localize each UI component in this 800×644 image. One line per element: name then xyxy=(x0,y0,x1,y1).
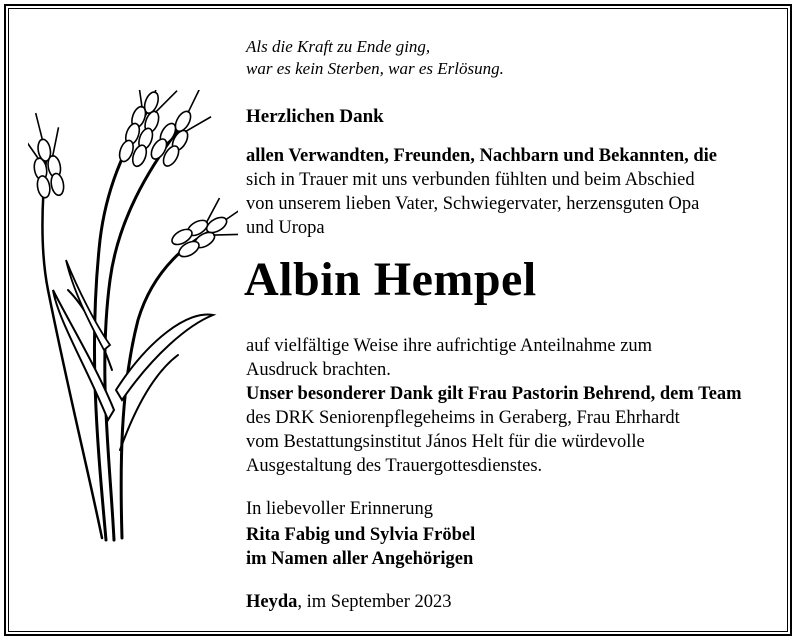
signers xyxy=(246,523,475,571)
signers-line-1: Rita Fabig und Sylvia Fröbel xyxy=(246,525,476,545)
intro-bold-line: allen Verwandten, Freunden, Nachbarn und Bekannten, die xyxy=(246,146,717,166)
thanks-paragraph xyxy=(246,334,786,478)
place-date-text: , im September 2023 xyxy=(297,592,452,612)
motto xyxy=(246,36,504,80)
place-date xyxy=(246,592,452,613)
intro-line: und Uropa xyxy=(246,218,325,238)
thanks-bold-line: Unser besonderer Dank gilt Frau Pastorin Behrend, dem Team xyxy=(246,384,742,404)
intro-line: von unserem lieben Vater, Schwiegervater, herzensguten Opa xyxy=(246,194,700,214)
thanks-detail-line: des DRK Seniorenpflegeheims in Geraberg, Frau Ehrhardt xyxy=(246,408,680,428)
wheat-ears-icon xyxy=(28,90,238,550)
thanks-line: Ausdruck brachten. xyxy=(246,360,391,380)
thanks-line: auf vielfältige Weise ihre aufrichtige Anteilnahme zum xyxy=(246,336,653,356)
place-town: Heyda xyxy=(246,592,298,612)
thanks-detail-line: vom Bestattungsinstitut János Helt für die würdevolle xyxy=(246,432,645,452)
intro-paragraph xyxy=(246,144,786,240)
motto-line-1: Als die Kraft zu Ende ging, xyxy=(246,37,431,56)
closing: In liebevoller Erinnerung xyxy=(246,499,433,519)
signers-line-2: im Namen aller Angehörigen xyxy=(246,549,474,569)
thanks-detail-line: Ausgestaltung des Trauergottesdienstes. xyxy=(246,456,543,476)
intro-line: sich in Trauer mit uns verbunden fühlten und beim Abschied xyxy=(246,170,695,190)
heading: Herzlichen Dank xyxy=(246,106,384,127)
deceased-name: Albin Hempel xyxy=(244,253,537,306)
motto-line-2: war es kein Sterben, war es Erlösung. xyxy=(246,59,504,78)
